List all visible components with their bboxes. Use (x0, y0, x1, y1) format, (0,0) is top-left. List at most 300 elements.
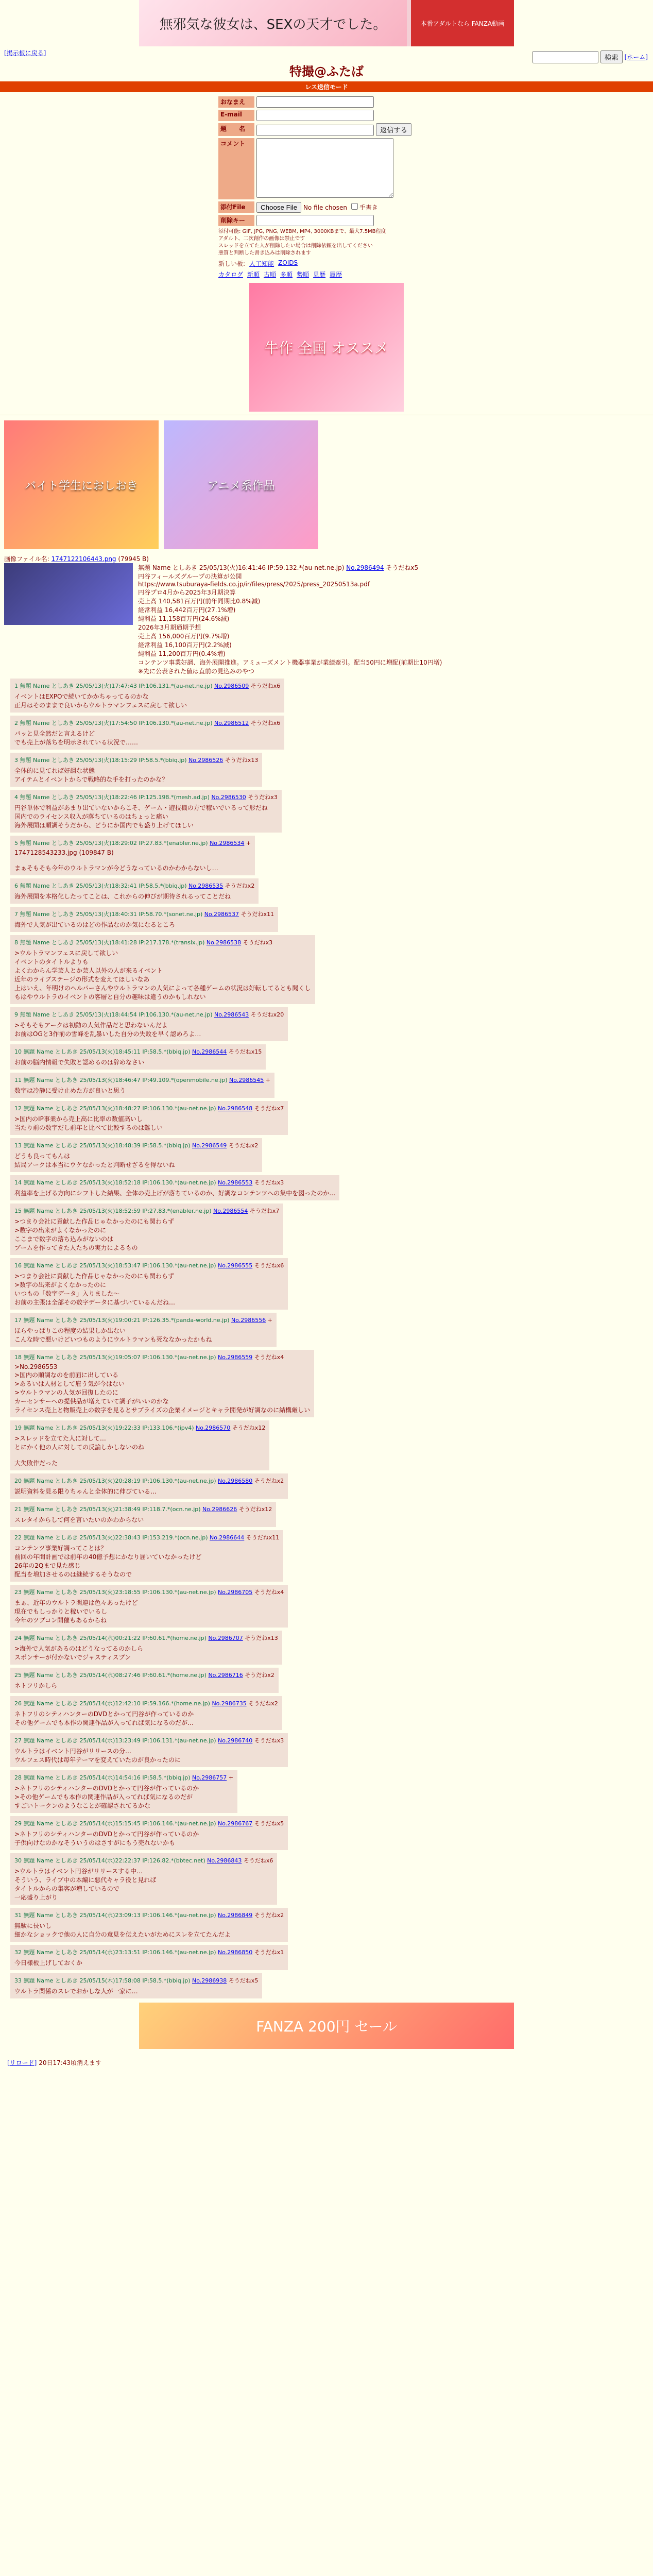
reply-post (10, 1350, 314, 1417)
post-ip: IP:106.146.*(au-net.ne.jp) (142, 1820, 216, 1827)
post-ip: IP:118.7.*(ocn.ne.jp) (142, 1506, 201, 1513)
reply-form (218, 96, 435, 279)
reply-post (10, 716, 284, 750)
post-header (14, 756, 258, 764)
post-index: 25 (14, 1672, 22, 1679)
name-label: おなまえ (218, 96, 254, 108)
post-date: 25/05/13(火)18:46:47 (79, 1077, 141, 1083)
post-date: 25/05/15(木)17:58:08 (79, 1977, 141, 1984)
post-soudane[interactable]: + (228, 1774, 234, 1781)
op-text-line: コンテンツ事業好調、海外展開推進。アミューズメント機器事業が業績牽引。配当50円に増配(前期比10円増) (138, 659, 442, 666)
post-text: まぁ、近年のウルトラ関連は色々あったけど 現在でもしっかりと稼いでいるし 今年のツブコン開催もあるからね (14, 1599, 138, 1624)
post-soudane[interactable]: そうだねx7 (254, 1105, 284, 1112)
post-date: 25/05/13(火)18:15:29 (76, 757, 137, 764)
search-button[interactable]: 検索 (600, 50, 623, 63)
post-header (14, 1047, 262, 1056)
reply-post (10, 1101, 288, 1135)
post-text: ネトフリのシティハンターのDVDとかって円谷が作っているのか その他ゲームでも本作の関連作品が入ってれば気になるのだが… (14, 1710, 194, 1726)
reply-post (10, 1585, 288, 1628)
post-soudane[interactable]: そうだねx7 (249, 1208, 280, 1214)
menu-active[interactable]: 勢順 (297, 271, 310, 278)
paint-checkbox-label[interactable]: 手書き (349, 204, 378, 211)
thread (0, 554, 653, 675)
menu-old[interactable]: 古順 (264, 271, 277, 278)
post-header (14, 1976, 258, 1985)
op-text-line: 経常利益 16,100百万円(2.2%減) (138, 641, 232, 649)
post-header (14, 682, 280, 690)
post-index: 12 (14, 1105, 22, 1112)
post-name: 無題 Name としあき (20, 1011, 74, 1018)
post-soudane[interactable]: そうだねx2 (248, 1700, 278, 1707)
post-soudane[interactable]: そうだねx13 (245, 1635, 278, 1641)
submit-button[interactable]: 返信する (376, 123, 411, 136)
post-index: 31 (14, 1912, 22, 1919)
post-soudane[interactable]: そうだねx2 (225, 883, 255, 889)
back-to-board-link[interactable]: [掲示板に戻る] (4, 49, 46, 57)
post-header (14, 1773, 233, 1782)
post-number-link[interactable]: No.2986553 (218, 1179, 253, 1186)
post-text: >ウルトラはイベント円谷がリリースする中… そういう、ライブ中の本編に悪代キャラ役と見れば タイトルからの集客が増しているので 一応盛り上がり (14, 1868, 157, 1901)
post-number-link[interactable]: No.2986850 (218, 1949, 253, 1956)
menu-new[interactable]: 新順 (247, 271, 260, 278)
op-text-line: 売上高 140,581百万円(前年同期比0.8%減) (138, 598, 261, 605)
post-date: 25/05/13(火)18:22:46 (76, 794, 137, 801)
post-number-link[interactable]: No.2986549 (192, 1142, 227, 1149)
post-ip: IP:60.61.*(home.ne.jp) (142, 1635, 207, 1641)
post-index: 20 (14, 1478, 22, 1484)
post-text: ネトフリかしら (14, 1682, 58, 1689)
post-ip: IP:106.130.*(au-net.ne.jp) (142, 1478, 216, 1484)
post-ip: IP:58.5.*(bbiq.jp) (139, 757, 187, 764)
post-soudane[interactable]: そうだねx15 (228, 1048, 262, 1055)
reply-post (10, 1945, 288, 1970)
delete-key-label: 削除キー (218, 215, 254, 226)
post-ip: IP:106.130.*(au-net.ne.jp) (142, 1262, 216, 1269)
post-soudane[interactable]: そうだねx3 (248, 794, 278, 801)
post-index: 26 (14, 1700, 22, 1707)
post-soudane[interactable]: そうだねx12 (232, 1425, 266, 1431)
op-soudane[interactable]: そうだねx5 (386, 564, 419, 571)
post-ip: IP:60.61.*(home.ne.jp) (142, 1672, 207, 1679)
post-date: 25/05/13(火)18:48:39 (79, 1142, 141, 1149)
post-date: 25/05/13(火)20:28:19 (79, 1478, 141, 1484)
reply-post (10, 1044, 266, 1070)
mid-ad[interactable] (139, 2003, 514, 2049)
post-text: お前の脳内情報で失敗と認めるのは辞めなさい (14, 1059, 145, 1066)
search-input[interactable] (532, 51, 598, 63)
email-label: E-mail (218, 110, 254, 121)
post-ip: IP:27.83.*(enabler.ne.jp) (142, 1208, 212, 1214)
post-index: 16 (14, 1262, 22, 1269)
reply-mode-bar: レス送信モード (0, 81, 653, 92)
reply-post (10, 1313, 277, 1347)
post-name: 無題 Name としあき (20, 939, 74, 946)
post-ip: IP:58.70.*(sonet.ne.jp) (139, 911, 203, 918)
post-ip: IP:58.5.*(bbiq.jp) (139, 883, 187, 889)
post-text: 今日様板上げしておくか (14, 1959, 83, 1967)
post-date: 25/05/13(火)18:53:47 (79, 1262, 141, 1269)
post-ip: IP:106.146.*(au-net.ne.jp) (142, 1912, 216, 1919)
note: アダルト、二次創作の画像は禁止です (218, 236, 305, 242)
post-header (14, 1423, 265, 1432)
new-board-link-ai[interactable]: 人工知能 (249, 260, 274, 267)
post-header (14, 1911, 284, 1919)
new-board-link-zoids[interactable]: ZOIDS (278, 259, 298, 266)
post-date: 25/05/13(火)17:54:50 (76, 720, 137, 726)
note: 添付可能: GIF, JPG, PNG, WEBM, MP4, 3000KBまで、最大7.5MB程度 (218, 229, 386, 234)
post-number-link[interactable]: No.2986544 (192, 1048, 227, 1055)
post-soudane[interactable]: そうだねx4 (254, 1354, 284, 1361)
post-number-link[interactable]: No.2986537 (204, 911, 239, 918)
image-link[interactable]: 1747122106443.png (51, 555, 116, 563)
post-name: 無題 Name としあき (20, 720, 74, 726)
post-ip: IP:217.178.*(transix.jp) (139, 939, 205, 946)
promo-ad[interactable] (249, 283, 404, 412)
post-header (14, 1634, 278, 1642)
reply-post (10, 836, 255, 875)
post-header (14, 938, 311, 946)
reply-post (10, 1631, 282, 1665)
post-text: >ネトフリのシティハンターのDVDとかって円谷が作っているのか 子供向けなのかなそういうのはさすがにもう売れないかも (14, 1831, 199, 1846)
post-date: 25/05/14(水)12:42:10 (79, 1700, 141, 1707)
op-date: 25/05/13(火)16:41:46 IP:59.132.*(au-net.ne.jp) (199, 564, 345, 571)
post-header (14, 1505, 272, 1513)
menu-catalog[interactable]: カタログ (218, 271, 244, 278)
post-number-link[interactable]: No.2986545 (229, 1077, 264, 1083)
post-soudane[interactable]: そうだねx6 (250, 720, 281, 726)
reply-post (10, 1007, 288, 1041)
post-ip: IP:126.82.*(bbtec.net) (142, 1857, 205, 1864)
op-text (138, 572, 649, 675)
post-soudane[interactable]: そうだねx2 (228, 1142, 259, 1149)
post-number-link[interactable]: No.2986570 (196, 1425, 231, 1431)
post-soudane[interactable]: そうだねx1 (254, 1949, 284, 1956)
menu-many[interactable]: 多順 (280, 271, 293, 278)
post-soudane[interactable]: そうだねx3 (254, 1737, 284, 1744)
post-ip: IP:59.166.*(home.ne.jp) (142, 1700, 210, 1707)
reply-post (10, 1770, 237, 1813)
post-number-link[interactable]: No.2986757 (192, 1774, 227, 1781)
name-input[interactable] (256, 96, 374, 108)
footer (0, 2053, 653, 2072)
op-text-line: 売上高 156,000百万円(9.7%増) (138, 633, 230, 640)
reply-post (10, 1530, 283, 1582)
post-index: 30 (14, 1857, 22, 1864)
post-header (14, 1316, 272, 1324)
post-soudane[interactable]: + (265, 1077, 271, 1083)
note: スレッドを立てた人が削除したい場合は削除依頼を出してください (218, 243, 373, 249)
post-text: >国内のIP事業から売上高に比率の数値高いし 当たり前の数字だし前年と比べて比較するのは難しい (14, 1115, 163, 1131)
post-text: 無駄に長いし 細かなショックで他の人に自分の意見を伝えたいがためにスレを立てたんだよ (14, 1922, 231, 1938)
post-number-link[interactable]: No.2986735 (212, 1700, 247, 1707)
post-number-link[interactable]: No.2986509 (214, 683, 249, 689)
post-index: 28 (14, 1774, 22, 1781)
post-text: ウルトラはイベント円谷がリリースの分… ウルフェス時代は毎年テーマを変えていたのが良かったのに (14, 1748, 181, 1764)
post-number-link[interactable]: No.2986716 (208, 1672, 243, 1679)
subject-input[interactable] (256, 125, 374, 136)
comment-label: コメント (218, 138, 254, 199)
post-text: 全体的に見てれば好調な状態 アイテムとイベントからで戦略的な手を打ったのかな？ (14, 767, 168, 783)
post-soudane[interactable]: そうだねx3 (254, 1179, 284, 1186)
post-index: 32 (14, 1949, 22, 1956)
post-name: 無題 Name としあき (20, 911, 74, 918)
post-name: 無題 Name としあき (23, 1208, 78, 1214)
post-text: >海外で人気があるのはどうなってるのかしら スポンサーが付かないでジャスティスブン (14, 1645, 144, 1661)
ad-right[interactable] (164, 420, 318, 549)
post-name: 無題 Name としあき (23, 1048, 78, 1055)
post-header (14, 1207, 279, 1215)
top-ad-cta[interactable] (411, 0, 514, 46)
post-name: 無題 Name としあき (20, 883, 74, 889)
subject-label: 題 名 (218, 123, 254, 136)
post-header (14, 1533, 279, 1541)
note: 悪質と判断した書き込みは削除されます (218, 250, 311, 256)
post-soudane[interactable]: そうだねx6 (254, 1262, 284, 1269)
ad-left-text: バイト学生におしおき (24, 479, 138, 493)
post-name: 無題 Name としあき (23, 1105, 78, 1112)
post-soudane[interactable]: そうだねx6 (250, 683, 281, 689)
post-soudane[interactable]: そうだねx11 (246, 1534, 280, 1541)
post-text: 説明資料を見る限りちゃんと全体的に伸びている… (14, 1488, 157, 1495)
post-number-link[interactable]: No.2986538 (206, 939, 242, 946)
post-name: 無題 Name としあき (23, 1672, 78, 1679)
post-text: >そもそもアークは初動の人気作品だと思わないんだよ お前はOGと3作前の雪峰を乱暴いした自分の失敗を早く認めろよ… (14, 1022, 201, 1038)
post-ip: IP:106.146.*(au-net.ne.jp) (142, 1949, 216, 1956)
search-bar (532, 50, 648, 63)
post-date: 25/05/14(水)00:21:22 (79, 1635, 141, 1641)
post-ip: IP:58.5.*(bbiq.jp) (142, 1142, 191, 1149)
post-index: 11 (14, 1077, 22, 1083)
post-ip: IP:106.131.*(au-net.ne.jp) (139, 683, 213, 689)
post-soudane[interactable]: + (246, 840, 251, 846)
post-text: パッと見全然だと言えるけど でも売上が落ちを明示されている状況で…… (14, 730, 139, 746)
op-number-link[interactable]: No.2986494 (346, 564, 384, 571)
board-links (218, 259, 435, 268)
post-date: 25/05/13(火)18:32:41 (76, 883, 137, 889)
top-ad-banner[interactable] (139, 0, 514, 46)
post-number-link[interactable]: No.2986512 (214, 720, 249, 726)
op-thumbnail[interactable] (4, 563, 133, 625)
op-text-line[interactable]: https://www.tsuburaya-fields.co.jp/ir/files/press/2025/press_20250513a.pdf (138, 581, 370, 588)
reply-post (10, 1668, 279, 1693)
post-name: 無題 Name としあき (23, 1534, 78, 1541)
menu-history[interactable]: 履歴 (330, 271, 342, 278)
post-soudane[interactable]: そうだねx2 (254, 1478, 284, 1484)
post-date: 25/05/13(火)18:52:59 (79, 1208, 141, 1214)
post-ip: IP:153.219.*(ocn.ne.jp) (142, 1534, 208, 1541)
post-date: 25/05/13(火)21:38:49 (79, 1506, 141, 1513)
reload-link[interactable]: [リロード] (7, 2059, 37, 2066)
post-header (14, 910, 274, 918)
top-ad-image[interactable] (139, 0, 407, 46)
post-soudane[interactable]: そうだねx5 (228, 1977, 259, 1984)
post-number-link[interactable]: No.2986526 (188, 757, 224, 764)
page-title: 特撮@ふたば (289, 64, 364, 79)
post-text: 海外で人気が出ているのはどの作品なのか気になるところ (14, 921, 176, 928)
post-soudane[interactable]: そうだねx6 (243, 1857, 273, 1864)
email-input[interactable] (256, 110, 374, 121)
post-soudane[interactable]: そうだねx11 (240, 911, 274, 918)
post-soudane[interactable]: そうだねx13 (225, 757, 259, 764)
paint-checkbox[interactable] (351, 203, 358, 210)
post-soudane[interactable]: そうだねx4 (254, 1589, 284, 1596)
post-name: 無題 Name としあき (23, 1142, 78, 1149)
post-index: 29 (14, 1820, 22, 1827)
post-number-link[interactable]: No.2986556 (231, 1317, 266, 1324)
reply-post (10, 1258, 288, 1310)
reply-post (10, 1473, 288, 1499)
home-link[interactable]: [ホーム] (624, 54, 648, 61)
post-name: 無題 Name としあき (23, 1949, 78, 1956)
reply-post (10, 1502, 276, 1527)
post-soudane[interactable]: そうだねx12 (238, 1506, 272, 1513)
post-header (14, 719, 280, 727)
post-number-link[interactable]: No.2986555 (218, 1262, 253, 1269)
post-number-link[interactable]: No.2986543 (214, 1011, 249, 1018)
post-number-link[interactable]: No.2986705 (218, 1589, 253, 1596)
post-index: 17 (14, 1317, 22, 1324)
post-date: 25/05/13(火)18:45:11 (79, 1048, 141, 1055)
post-name: 無題 Name としあき (20, 683, 74, 689)
post-index: 6 (14, 883, 18, 889)
post-index: 21 (14, 1506, 22, 1513)
post-soudane[interactable]: そうだねx3 (243, 939, 273, 946)
post-name: 無題 Name としあき (23, 1857, 78, 1864)
post-index: 23 (14, 1589, 22, 1596)
post-date: 25/05/13(火)22:38:43 (79, 1534, 141, 1541)
post-name: 無題 Name としあき (23, 1354, 78, 1361)
reply-post (10, 907, 278, 932)
post-ip: IP:106.130.*(au-net.ne.jp) (142, 1105, 216, 1112)
post-name: 無題 Name としあき (23, 1317, 78, 1324)
post-text: 1747128543233.jpg (109847 B) まぁそもそも今年のウルトラマンが今どうなっているのかわからないし… (14, 849, 218, 872)
menu-view-history[interactable]: 見歴 (313, 271, 326, 278)
post-name: 無題 Name としあき (23, 1262, 78, 1269)
reply-post (10, 878, 259, 904)
post-date: 25/05/14(水)13:23:49 (79, 1737, 141, 1744)
post-soudane[interactable]: そうだねx20 (250, 1011, 284, 1018)
post-name: 無題 Name としあき (23, 1635, 78, 1641)
op-post (138, 563, 649, 675)
post-date: 25/05/13(火)18:29:02 (76, 840, 137, 846)
post-date: 25/05/13(火)18:48:27 (79, 1105, 141, 1112)
reply-post (10, 1973, 262, 1998)
post-header (14, 1477, 284, 1485)
post-text: 利益率を上げる方向にシフトした結果、全体の売上げが落ちているのか、好調なコンテンツへの集中を図ったのか… (14, 1190, 336, 1197)
post-ip: IP:106.130.*(au-net.ne.jp) (139, 1011, 213, 1018)
image-label: 画像ファイル名: (4, 555, 49, 563)
post-date: 25/05/14(水)22:22:37 (79, 1857, 141, 1864)
post-ip: IP:126.35.*(panda-world.ne.jp) (142, 1317, 230, 1324)
reply-post (10, 1138, 262, 1172)
post-index: 27 (14, 1737, 22, 1744)
post-index: 14 (14, 1179, 22, 1186)
ad-right-text: アニメ系作品 (207, 479, 275, 493)
post-number-link[interactable]: No.2986849 (218, 1912, 253, 1919)
post-ip: IP:106.130.*(au-net.ne.jp) (142, 1179, 216, 1186)
post-text: ウルトラ関係のスレでおかしな人が一家に… (14, 1988, 138, 1995)
post-header (14, 1856, 273, 1865)
post-number-link[interactable]: No.2986534 (210, 840, 245, 846)
post-soudane[interactable]: そうだねx2 (254, 1912, 284, 1919)
post-date: 25/05/13(火)19:00:21 (79, 1317, 141, 1324)
post-date: 25/05/14(水)15:15:45 (79, 1820, 141, 1827)
post-header (14, 1178, 335, 1187)
post-number-link[interactable]: No.2986938 (192, 1977, 227, 1984)
post-number-link[interactable]: No.2986740 (218, 1737, 253, 1744)
new-board-label: 新しい板: (218, 260, 246, 267)
post-soudane[interactable]: そうだねx5 (254, 1820, 284, 1827)
ad-left[interactable] (4, 420, 159, 549)
post-ip: IP:49.109.*(openmobile.ne.jp) (142, 1077, 228, 1083)
post-index: 24 (14, 1635, 22, 1641)
post-index: 15 (14, 1208, 22, 1214)
post-name: 無題 Name としあき (23, 1589, 78, 1596)
post-number-link[interactable]: No.2986535 (188, 883, 224, 889)
mid-ad-text: FANZA 200円 セール (256, 2018, 397, 2035)
post-index: 10 (14, 1048, 22, 1055)
post-number-link[interactable]: No.2986843 (207, 1857, 242, 1864)
top-ad-cta-text: 本番アダルトなら FANZA動画 (420, 20, 505, 27)
post-number-link[interactable]: No.2986548 (218, 1105, 253, 1112)
post-number-link[interactable]: No.2986530 (211, 794, 246, 801)
op-text-line: 純利益 11,158百万円(24.6%減) (138, 615, 230, 622)
op-text-line: 純利益 11,200百万円(0.4%増) (138, 650, 226, 657)
reply-post (10, 790, 282, 833)
post-index: 2 (14, 720, 18, 726)
post-name: 無題 Name としあき (20, 794, 74, 801)
post-number-link[interactable]: No.2986644 (210, 1534, 245, 1541)
post-index: 5 (14, 840, 18, 846)
post-number-link[interactable]: No.2986559 (218, 1354, 253, 1361)
op-text-line: 経常利益 16,442百万円(27.1%増) (138, 606, 236, 614)
post-header (14, 1141, 258, 1149)
post-header (14, 1353, 310, 1361)
post-number-link[interactable]: No.2986626 (202, 1506, 237, 1513)
post-number-link[interactable]: No.2986707 (208, 1635, 243, 1641)
post-soudane[interactable]: そうだねx2 (245, 1672, 274, 1679)
comment-textarea[interactable] (256, 138, 393, 198)
side-ads (4, 420, 649, 549)
post-ip: IP:133.106.*(ipv4) (142, 1425, 194, 1431)
post-text: どうも良ってもんは 結局アークは本当にウケなかったと判断せざるを得ないね (14, 1153, 175, 1168)
post-name: 無題 Name としあき (23, 1820, 78, 1827)
delete-key-input[interactable] (256, 215, 374, 226)
post-index: 22 (14, 1534, 22, 1541)
post-text: >ウルトラマンフェスに戻して欲しい イベントのタイトルよりも よくわからん学芸人とか芸人以外の人が来るイベント 近年のライブステージの形式を変えてほしいなあ 上はいえ、年明けのヘルパーさんやウルトラマンの人気によって各種ゲームの状況は好転してるとも聞くし もはやウルトラのイベントの客層と自分の趣味は違うのかもしれない (14, 950, 311, 1001)
post-ip: IP:106.130.*(au-net.ne.jp) (139, 720, 213, 726)
choose-file-button[interactable]: Choose File (256, 202, 301, 213)
post-index: 18 (14, 1354, 22, 1361)
post-index: 3 (14, 757, 18, 764)
reply-post (10, 1696, 282, 1730)
post-header (14, 1104, 284, 1112)
post-number-link[interactable]: No.2986580 (218, 1478, 253, 1484)
post-name: 無題 Name としあき (23, 1077, 78, 1083)
post-name: 無題 Name としあき (23, 1977, 78, 1984)
post-date: 25/05/13(火)23:18:55 (79, 1589, 141, 1596)
post-number-link[interactable]: No.2986767 (218, 1820, 253, 1827)
image-size: (79945 B) (118, 555, 149, 563)
post-text: 円谷単体で利益があまり出ていないからこそ、ゲーム・遊技機の方で稼いでいるって形だね 国内でのライセンス収入が落ちているのはちょっと痛い 海外展開は順調そうだから、どうにか国内でも盛り上げてほしい (14, 804, 268, 829)
post-index: 13 (14, 1142, 22, 1149)
post-soudane[interactable]: + (267, 1317, 272, 1324)
post-header (14, 1261, 284, 1269)
post-header (14, 1699, 278, 1707)
post-date: 25/05/14(水)08:27:46 (79, 1672, 141, 1679)
op-text-line: ※先に公表された値は直前の見込みのやつ (138, 668, 255, 675)
post-number-link[interactable]: No.2986554 (213, 1208, 248, 1214)
